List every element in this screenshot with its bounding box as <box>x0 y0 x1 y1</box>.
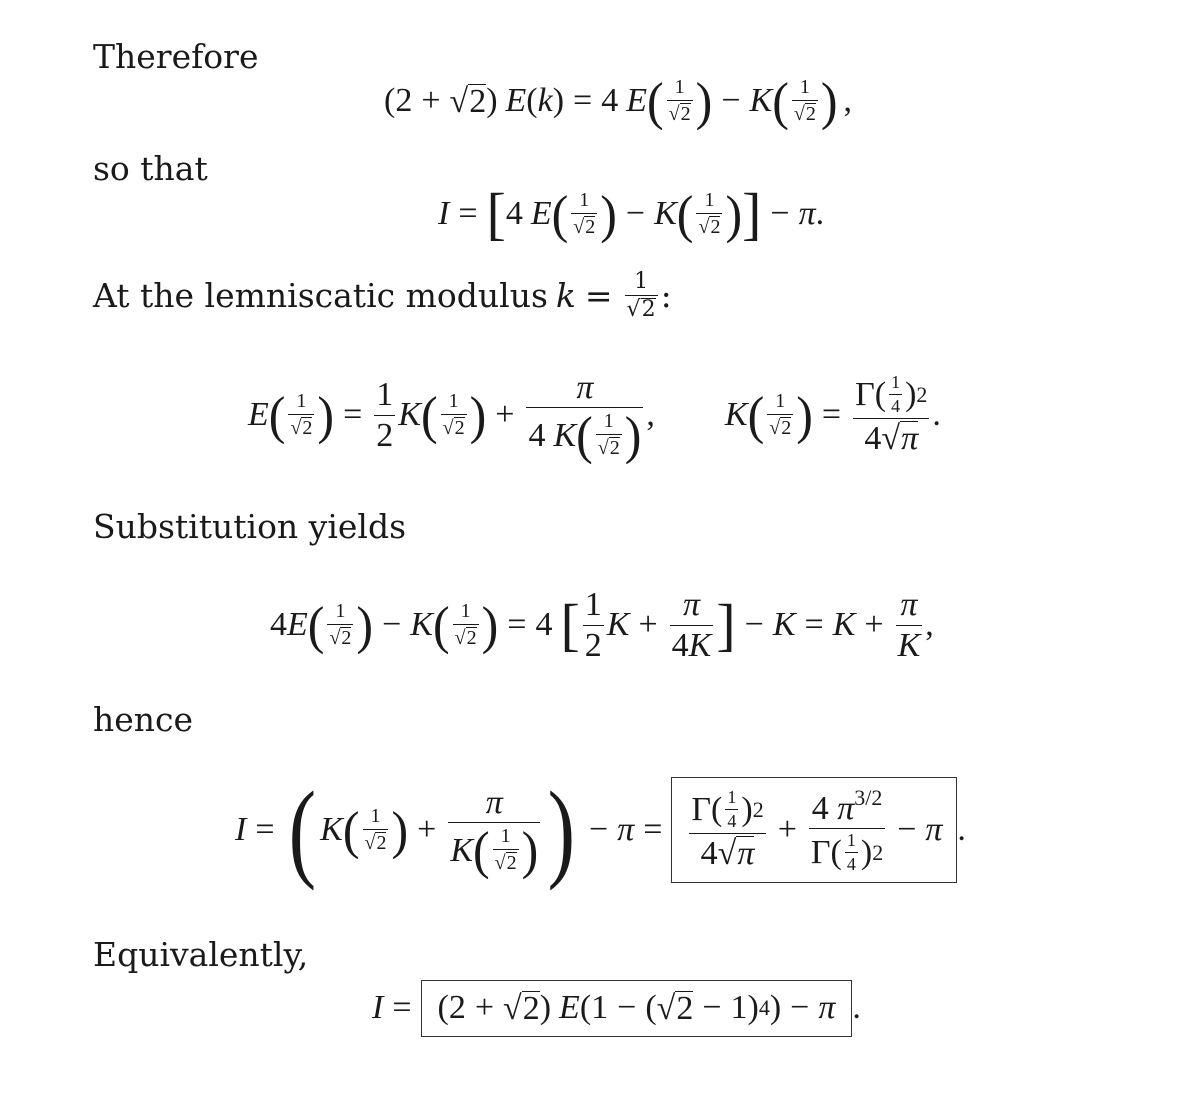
symbol-K: K <box>410 606 433 643</box>
symbol-K: K <box>398 396 421 433</box>
exponent-two: 2 <box>872 840 884 866</box>
radicand: 2 <box>609 437 620 460</box>
denominator: √2 <box>769 417 792 439</box>
denominator: 2 <box>376 416 394 454</box>
symbol-K: K <box>320 811 343 848</box>
minus: − <box>897 811 917 848</box>
equals-sign: = <box>584 276 613 316</box>
paren-open: ( <box>268 385 286 445</box>
prose-therefore: Therefore <box>93 37 259 76</box>
equals-sign: = <box>804 606 824 643</box>
fraction-one-over-root-two <box>767 391 793 439</box>
paren-close: ) <box>820 71 838 131</box>
exponent-two: 2 <box>916 382 928 408</box>
fraction-one-over-root-two <box>288 391 314 439</box>
denominator <box>448 820 540 880</box>
denominator: 4√π <box>700 835 755 873</box>
numerator: 1 <box>846 830 856 851</box>
paren-close: ) <box>769 989 782 1026</box>
symbol-K: K <box>749 82 773 119</box>
fraction-one-over-root-two <box>327 601 353 649</box>
paren-close: ) <box>539 989 552 1026</box>
radicand: 2 <box>469 82 487 120</box>
denominator: √2 <box>329 627 352 649</box>
colon: : <box>660 276 672 316</box>
denominator: √2 <box>597 437 620 460</box>
boxed-final <box>421 980 853 1037</box>
paren-open: ( <box>747 385 765 445</box>
paren-close: ) <box>747 989 759 1026</box>
four: 4 <box>864 420 882 458</box>
radicand: 2 <box>680 103 691 125</box>
minus: − <box>625 195 646 232</box>
paren-close: ) <box>695 71 713 131</box>
four: 4 <box>700 835 718 873</box>
fraction-pi-over-K <box>896 587 923 663</box>
symbol-pi: π <box>818 989 836 1026</box>
paren-close: ) <box>725 184 743 244</box>
denominator: √2 <box>626 297 656 323</box>
paren-close: ) <box>552 82 565 119</box>
minus: − <box>702 989 722 1026</box>
symbol-K: K <box>832 606 856 643</box>
period: . <box>957 811 966 848</box>
paren-open: ( <box>874 375 887 413</box>
numerator: 1 <box>891 372 901 393</box>
fraction-gamma-squared-over-4-root-pi <box>689 788 765 871</box>
numerator: π <box>485 783 503 821</box>
prose-at-modulus-text: At the lemniscatic modulus <box>93 276 548 316</box>
denominator: 4√π <box>864 420 919 458</box>
plus: + <box>495 396 515 433</box>
bracket-close: ] <box>716 592 736 657</box>
fraction-one-quarter <box>845 831 858 874</box>
symbol-Gamma: Γ <box>691 790 712 828</box>
symbol-K: K <box>688 626 712 664</box>
four: 4 <box>671 626 689 664</box>
four: 4 <box>601 82 619 119</box>
denominator: √2 <box>573 216 596 238</box>
symbol-pi: π <box>798 195 816 232</box>
radicand: 2 <box>506 852 517 875</box>
equation-2 <box>438 181 825 246</box>
equals-sign: = <box>573 82 593 119</box>
bracket-open: [ <box>486 181 506 246</box>
plus: + <box>864 606 884 643</box>
prose-hence: hence <box>93 700 194 739</box>
paren-open: ( <box>384 82 396 119</box>
fraction-one-quarter <box>725 788 738 831</box>
four: 4 <box>505 195 523 232</box>
fraction-one-half <box>583 587 604 663</box>
denominator: 4 <box>846 854 856 875</box>
fraction-one-over-root-two <box>792 77 818 125</box>
minus: − <box>382 606 402 643</box>
equals-sign: = <box>458 195 478 232</box>
comma: , <box>925 606 934 643</box>
radicand: π <box>737 835 755 873</box>
numerator: 1 <box>634 269 649 294</box>
symbol-pi: π <box>837 789 855 827</box>
numerator <box>853 373 929 416</box>
numerator: 1 <box>727 787 737 808</box>
symbol-E: E <box>505 82 527 119</box>
equals-sign: = <box>392 989 412 1026</box>
equation-6 <box>372 975 861 1041</box>
fraction-one-over-root-two <box>363 806 389 854</box>
radicand: 2 <box>376 832 387 854</box>
paren-open: ( <box>420 385 438 445</box>
paren-open: ( <box>342 800 360 860</box>
denominator: 4 <box>727 811 737 832</box>
paren-close: ) <box>469 385 487 445</box>
denominator <box>670 628 714 664</box>
prose-equivalently: Equivalently, <box>93 935 309 974</box>
comma: , <box>843 82 852 119</box>
symbol-pi: π <box>617 811 635 848</box>
denominator <box>526 405 643 465</box>
symbol-E: E <box>248 396 269 433</box>
symbol-Gamma: Γ <box>810 834 831 871</box>
one: 1 <box>730 989 748 1026</box>
equals-sign: = <box>343 396 363 433</box>
numerator <box>810 786 885 827</box>
minus: − <box>721 82 741 119</box>
paren-open: ( <box>432 595 450 655</box>
fraction-one-over-root-two <box>596 411 622 459</box>
denominator: 2 <box>584 626 602 664</box>
equals-sign: = <box>821 396 842 433</box>
symbol-K: K <box>450 831 474 869</box>
paren-close: ) <box>600 184 617 244</box>
symbol-E: E <box>559 989 580 1026</box>
fraction-one-over-root-two <box>667 77 693 125</box>
radicand: 2 <box>302 417 313 439</box>
symbol-K: K <box>553 416 577 454</box>
symbol-I: I <box>235 811 247 848</box>
numerator: 1 <box>460 600 471 622</box>
numerator: 1 <box>579 189 590 211</box>
fraction-one-over-root-two <box>625 270 658 321</box>
fraction-4-pi-three-halves-over-gamma-squared <box>809 786 885 874</box>
denominator: K <box>897 626 921 664</box>
fraction-one-over-root-two <box>453 601 479 649</box>
denominator: √2 <box>454 627 477 649</box>
radicand: 2 <box>466 627 477 649</box>
radicand: 2 <box>341 627 352 649</box>
prose-substitution: Substitution yields <box>93 507 407 546</box>
fraction-one-half <box>374 377 395 453</box>
symbol-K: K <box>654 195 677 232</box>
symbol-E: E <box>626 82 648 119</box>
numerator: 1 <box>603 410 614 433</box>
paren-close: ) <box>905 375 917 413</box>
paren-close: ) <box>860 834 873 871</box>
radicand: 2 <box>585 216 596 238</box>
fraction-one-over-root-two <box>571 190 597 238</box>
radicand: 2 <box>454 417 465 439</box>
radicand: 2 <box>522 989 540 1027</box>
sqrt-two: √2 <box>503 989 540 1027</box>
fraction-gamma-squared-over-4-root-pi <box>853 373 929 456</box>
symbol-k: k <box>537 82 553 119</box>
paren-close: ) <box>317 385 335 445</box>
paren-open: ( <box>288 769 316 891</box>
denominator: √2 <box>793 103 816 125</box>
radicand: π <box>901 420 919 458</box>
paren-open: ( <box>579 989 592 1026</box>
one: 1 <box>591 989 609 1026</box>
sqrt-two: √2 <box>656 989 694 1027</box>
radicand: 2 <box>676 989 694 1027</box>
radicand: 2 <box>805 103 816 125</box>
paren-close: ) <box>796 385 813 445</box>
minus: − <box>744 606 764 643</box>
fraction-one-quarter <box>889 373 902 416</box>
paren-open: ( <box>526 82 538 119</box>
denominator: √2 <box>290 417 313 439</box>
paren-open: ( <box>551 184 569 244</box>
paren-open: ( <box>676 184 694 244</box>
numerator: π <box>682 585 700 623</box>
symbol-Gamma: Γ <box>855 375 875 413</box>
numerator: 1 <box>370 805 381 827</box>
symbol-K: K <box>724 396 748 433</box>
numerator: 1 <box>296 390 307 412</box>
two: 2 <box>448 989 466 1026</box>
paren-close: ) <box>481 595 499 655</box>
paren-open: ( <box>473 820 490 880</box>
paren-open: ( <box>830 834 842 871</box>
plus: + <box>777 811 797 848</box>
exponent-three-halves: 3/2 <box>854 784 883 810</box>
fraction-one-over-root-two <box>696 190 722 238</box>
radicand: 2 <box>641 297 656 323</box>
bracket-close: ] <box>742 181 762 246</box>
boxed-result <box>671 777 957 883</box>
paren-open: ( <box>576 405 593 465</box>
denominator <box>809 831 885 874</box>
exponent-two: 2 <box>752 797 764 823</box>
numerator: 1 <box>376 375 394 413</box>
fraction-pi-over-4K <box>526 368 643 465</box>
numerator: 1 <box>704 189 715 211</box>
four: 4 <box>270 606 287 643</box>
denominator: √2 <box>494 852 517 875</box>
minus: − <box>770 195 790 232</box>
fraction-one-over-root-two <box>441 391 467 439</box>
symbol-K: K <box>772 606 796 643</box>
equation-4 <box>270 585 934 665</box>
symbol-E: E <box>287 606 308 643</box>
fraction-pi-over-4K <box>670 587 714 663</box>
prose-at-modulus <box>93 270 672 321</box>
denominator: √2 <box>668 103 691 125</box>
symbol-K: K <box>606 606 630 643</box>
minus: − <box>588 811 609 848</box>
plus: + <box>474 989 495 1026</box>
paren-close: ) <box>391 800 409 860</box>
symbol-E: E <box>530 195 552 232</box>
period: . <box>932 396 941 433</box>
numerator: π <box>576 368 594 406</box>
symbol-pi: π <box>925 811 943 848</box>
paren-open: ( <box>772 71 789 131</box>
exponent-four: 4 <box>758 995 770 1020</box>
paren-close: ) <box>521 820 539 880</box>
denominator: √2 <box>364 832 387 854</box>
symbol-k: k <box>555 276 576 316</box>
plus: + <box>638 606 658 643</box>
equals-sign: = <box>507 606 527 643</box>
symbol-I: I <box>372 989 384 1026</box>
plus: + <box>421 82 441 119</box>
equals-sign: = <box>643 811 663 848</box>
paren-open: ( <box>437 989 449 1026</box>
prose-so-that: so that <box>93 149 208 188</box>
fraction-pi-over-K <box>448 783 540 880</box>
numerator: π <box>900 585 918 623</box>
equation-1 <box>384 72 852 130</box>
denominator: 4 <box>891 396 901 417</box>
radicand: 2 <box>781 417 792 439</box>
paren-close: ) <box>486 82 498 119</box>
comma: , <box>646 396 655 433</box>
minus: − <box>617 989 637 1026</box>
period: . <box>815 195 825 232</box>
paren-open: ( <box>645 989 657 1026</box>
paren-open: ( <box>647 71 664 131</box>
denominator: √2 <box>442 417 465 439</box>
two: 2 <box>395 82 413 119</box>
numerator: 1 <box>799 76 810 98</box>
paren-close: ) <box>741 790 753 828</box>
numerator: 1 <box>584 585 602 623</box>
paren-open: ( <box>307 595 325 655</box>
numerator: 1 <box>775 390 786 412</box>
paren-close: ) <box>624 405 642 465</box>
sqrt-two: √2 <box>449 82 487 120</box>
fraction-one-over-root-two <box>493 826 519 874</box>
paren-close: ) <box>547 769 576 891</box>
numerator: 1 <box>335 600 346 622</box>
four: 4 <box>528 416 546 454</box>
paren-close: ) <box>356 595 374 655</box>
equals-sign: = <box>255 811 275 848</box>
paren-open: ( <box>711 790 723 828</box>
period: . <box>852 989 861 1026</box>
radicand: 2 <box>710 216 721 238</box>
numerator: 1 <box>500 825 511 848</box>
four: 4 <box>535 606 553 643</box>
equation-5 <box>235 760 966 900</box>
denominator: √2 <box>698 216 721 238</box>
numerator: 1 <box>674 76 685 98</box>
minus: − <box>790 989 810 1026</box>
numerator <box>689 788 765 831</box>
bracket-open: [ <box>560 592 580 657</box>
equation-3 <box>248 360 941 470</box>
numerator: 1 <box>448 390 459 412</box>
four: 4 <box>811 789 829 827</box>
symbol-I: I <box>438 195 450 232</box>
plus: + <box>417 811 437 848</box>
